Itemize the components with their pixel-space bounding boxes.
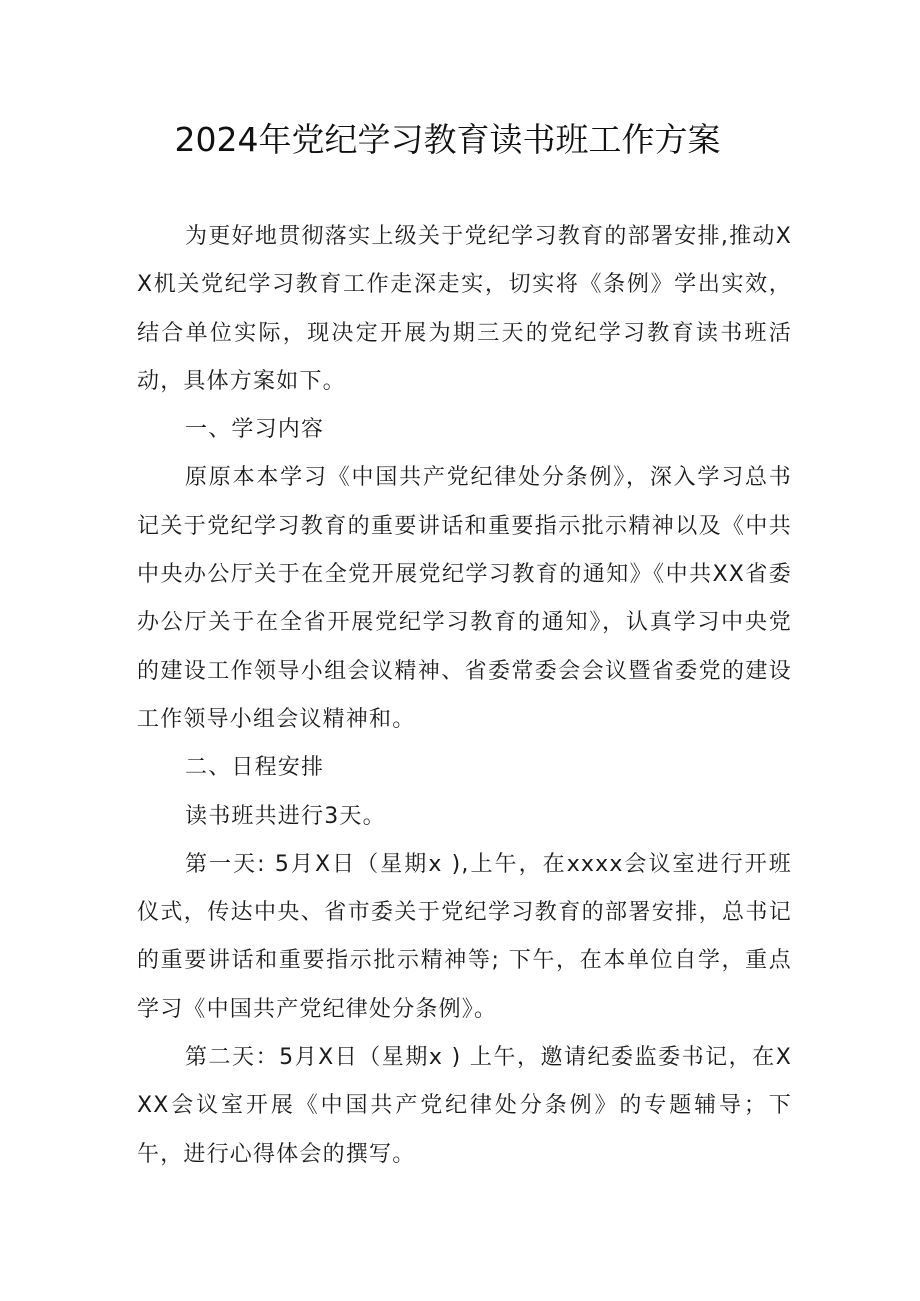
schedule-duration-paragraph: 读书班共进行3天。	[185, 803, 386, 829]
day-one-paragraph: 第一天: 5月X日（星期x ),上午，在xxxx会议室进行开班仪式，传达中央、省市委关于党纪学习教育的部署安排，总书记的重要讲话和重要指示批示精神等; 下午，在本单位自学，重点学习《中国共产党纪律处分条例》。	[137, 851, 792, 1022]
document-body	[137, 213, 792, 1179]
section-heading-study-content: 一、学习内容	[185, 417, 325, 443]
document-title: 2024年党纪学习教育读书班工作方案	[174, 120, 721, 159]
section-heading-schedule: 二、日程安排	[185, 755, 325, 781]
day-two-paragraph: 第二天：5月X日（星期x ) 上午，邀请纪委监委书记，在XXX会议室开展《中国共产党纪律处分条例》的专题辅导；下午，进行心得体会的撰写。	[137, 1045, 792, 1167]
study-content-paragraph: 原原本本学习《中国共产党纪律处分条例》，深入学习总书记关于党纪学习教育的重要讲话和重要指示批示精神以及《中共中央办公厅关于在全党开展党纪学习教育的通知》《中共XX省委办公厅关于在全省开展党纪学习教育的通知》，认真学习中央党的建设工作领导小组会议精神、省委常委会会议暨省委党的建设工作领导小组会议精神和。	[137, 465, 792, 732]
intro-paragraph: 为更好地贯彻落实上级关于党纪学习教育的部署安排,推动XX机关党纪学习教育工作走深走实，切实将《条例》学出实效，结合单位实际，现决定开展为期三天的党纪学习教育读书班活动，具体方案如下。	[137, 224, 792, 394]
